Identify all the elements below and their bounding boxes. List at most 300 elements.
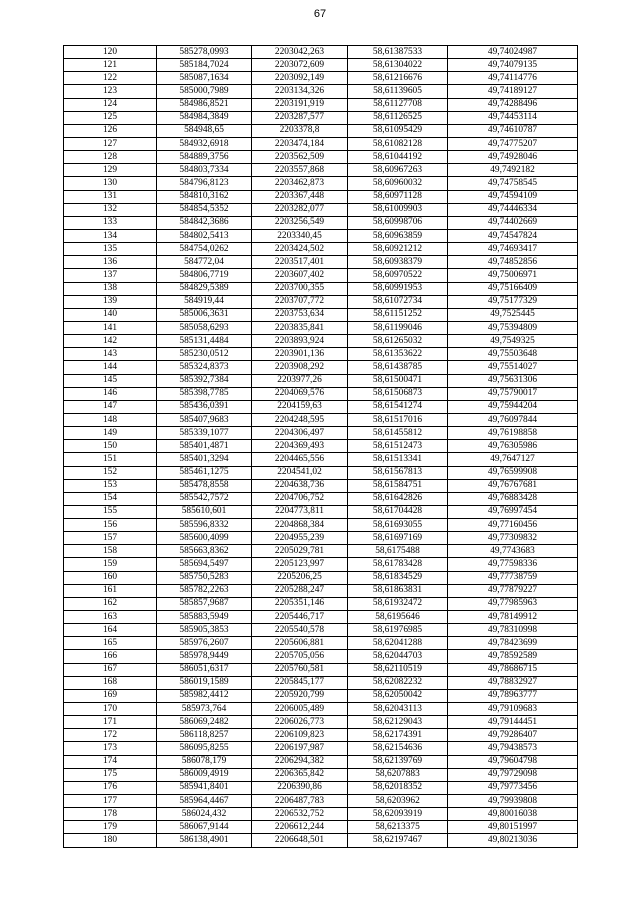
latitude-cell: 58,61139605 — [348, 85, 448, 98]
table-row — [64, 151, 578, 164]
x-coordinate-cell: 585976,2607 — [157, 637, 252, 650]
latitude-cell: 58,61127708 — [348, 98, 448, 111]
latitude-cell: 58,61044192 — [348, 151, 448, 164]
point-number-cell: 140 — [64, 308, 157, 321]
latitude-cell: 58,60998706 — [348, 216, 448, 229]
longitude-cell: 49,74928046 — [448, 151, 578, 164]
y-coordinate-cell: 2205705,056 — [252, 650, 348, 663]
longitude-cell: 49,80151997 — [448, 821, 578, 834]
latitude-cell: 58,62093919 — [348, 808, 448, 821]
y-coordinate-cell: 2206648,501 — [252, 834, 348, 847]
point-number-cell: 171 — [64, 716, 157, 729]
y-coordinate-cell: 2204465,556 — [252, 453, 348, 466]
point-number-cell: 142 — [64, 335, 157, 348]
y-coordinate-cell: 2203557,868 — [252, 164, 348, 177]
x-coordinate-cell: 585600,4099 — [157, 532, 252, 545]
y-coordinate-cell: 2205288,247 — [252, 584, 348, 597]
x-coordinate-cell: 584754,0262 — [157, 243, 252, 256]
table-row — [64, 571, 578, 584]
x-coordinate-cell: 584803,7334 — [157, 164, 252, 177]
y-coordinate-cell: 2205606,881 — [252, 637, 348, 650]
latitude-cell: 58,61095429 — [348, 124, 448, 137]
latitude-cell: 58,61834529 — [348, 571, 448, 584]
longitude-cell: 49,7492182 — [448, 164, 578, 177]
y-coordinate-cell: 2203072,609 — [252, 59, 348, 72]
x-coordinate-cell: 585663,8362 — [157, 545, 252, 558]
longitude-cell: 49,74594109 — [448, 190, 578, 203]
longitude-cell: 49,74446334 — [448, 203, 578, 216]
point-number-cell: 169 — [64, 689, 157, 702]
latitude-cell: 58,61199046 — [348, 321, 448, 334]
y-coordinate-cell: 2203462,873 — [252, 177, 348, 190]
latitude-cell: 58,6203962 — [348, 795, 448, 808]
latitude-cell: 58,61126525 — [348, 111, 448, 124]
y-coordinate-cell: 2206294,382 — [252, 755, 348, 768]
latitude-cell: 58,60991953 — [348, 282, 448, 295]
y-coordinate-cell: 2203517,401 — [252, 256, 348, 269]
longitude-cell: 49,75790017 — [448, 387, 578, 400]
page-number: 67 — [313, 8, 327, 20]
table-row — [64, 348, 578, 361]
x-coordinate-cell: 584806,7719 — [157, 269, 252, 282]
y-coordinate-cell: 2206026,773 — [252, 716, 348, 729]
x-coordinate-cell: 584932,6918 — [157, 137, 252, 150]
point-number-cell: 146 — [64, 387, 157, 400]
longitude-cell: 49,76883428 — [448, 492, 578, 505]
y-coordinate-cell: 2205029,781 — [252, 545, 348, 558]
longitude-cell: 49,79939808 — [448, 795, 578, 808]
table-row — [64, 624, 578, 637]
latitude-cell: 58,6207883 — [348, 768, 448, 781]
x-coordinate-cell: 585857,9687 — [157, 597, 252, 610]
longitude-cell: 49,76198858 — [448, 427, 578, 440]
latitude-cell: 58,61863831 — [348, 584, 448, 597]
latitude-cell: 58,61009903 — [348, 203, 448, 216]
point-number-cell: 126 — [64, 124, 157, 137]
point-number-cell: 136 — [64, 256, 157, 269]
latitude-cell: 58,61265032 — [348, 335, 448, 348]
latitude-cell: 58,6195646 — [348, 611, 448, 624]
y-coordinate-cell: 2204638,736 — [252, 479, 348, 492]
table-row — [64, 321, 578, 334]
x-coordinate-cell: 584796,8123 — [157, 177, 252, 190]
latitude-cell: 58,61506873 — [348, 387, 448, 400]
table-row — [64, 703, 578, 716]
point-number-cell: 141 — [64, 321, 157, 334]
longitude-cell: 49,80213036 — [448, 834, 578, 847]
latitude-cell: 58,61304022 — [348, 59, 448, 72]
longitude-cell: 49,74024987 — [448, 46, 578, 59]
x-coordinate-cell: 585000,7989 — [157, 85, 252, 98]
table-row — [64, 545, 578, 558]
point-number-cell: 122 — [64, 72, 157, 85]
x-coordinate-cell: 585478,8558 — [157, 479, 252, 492]
table-row — [64, 611, 578, 624]
y-coordinate-cell: 2203707,772 — [252, 295, 348, 308]
longitude-cell: 49,74402669 — [448, 216, 578, 229]
longitude-cell: 49,74189127 — [448, 85, 578, 98]
table-row — [64, 124, 578, 137]
longitude-cell: 49,75503648 — [448, 348, 578, 361]
point-number-cell: 120 — [64, 46, 157, 59]
table-row — [64, 216, 578, 229]
table-row — [64, 282, 578, 295]
y-coordinate-cell: 2204541,02 — [252, 466, 348, 479]
latitude-cell: 58,61513341 — [348, 453, 448, 466]
table-row — [64, 808, 578, 821]
longitude-cell: 49,74852856 — [448, 256, 578, 269]
point-number-cell: 176 — [64, 781, 157, 794]
longitude-cell: 49,75944204 — [448, 400, 578, 413]
table-row — [64, 164, 578, 177]
latitude-cell: 58,61512473 — [348, 440, 448, 453]
longitude-cell: 49,74079135 — [448, 59, 578, 72]
longitude-cell: 49,78963777 — [448, 689, 578, 702]
point-number-cell: 173 — [64, 742, 157, 755]
latitude-cell: 58,62154636 — [348, 742, 448, 755]
x-coordinate-cell: 585058,6293 — [157, 321, 252, 334]
y-coordinate-cell: 2204159,63 — [252, 400, 348, 413]
x-coordinate-cell: 584854,5352 — [157, 203, 252, 216]
x-coordinate-cell: 586019,1589 — [157, 676, 252, 689]
x-coordinate-cell: 584829,5389 — [157, 282, 252, 295]
point-number-cell: 124 — [64, 98, 157, 111]
coordinates-table-body — [64, 46, 578, 848]
table-row — [64, 637, 578, 650]
longitude-cell: 49,74453114 — [448, 111, 578, 124]
table-row — [64, 729, 578, 742]
longitude-cell: 49,76097844 — [448, 413, 578, 426]
y-coordinate-cell: 2203282,077 — [252, 203, 348, 216]
point-number-cell: 179 — [64, 821, 157, 834]
point-number-cell: 137 — [64, 269, 157, 282]
longitude-cell: 49,74114776 — [448, 72, 578, 85]
longitude-cell: 49,78832927 — [448, 676, 578, 689]
y-coordinate-cell: 2205446,717 — [252, 611, 348, 624]
latitude-cell: 58,61151252 — [348, 308, 448, 321]
point-number-cell: 155 — [64, 505, 157, 518]
latitude-cell: 58,60970522 — [348, 269, 448, 282]
point-number-cell: 180 — [64, 834, 157, 847]
point-number-cell: 161 — [64, 584, 157, 597]
y-coordinate-cell: 2205845,177 — [252, 676, 348, 689]
point-number-cell: 160 — [64, 571, 157, 584]
table-row — [64, 663, 578, 676]
longitude-cell: 49,78310998 — [448, 624, 578, 637]
table-row — [64, 361, 578, 374]
longitude-cell: 49,74610787 — [448, 124, 578, 137]
point-number-cell: 144 — [64, 361, 157, 374]
point-number-cell: 168 — [64, 676, 157, 689]
latitude-cell: 58,61517016 — [348, 413, 448, 426]
coordinates-table — [63, 45, 578, 848]
y-coordinate-cell: 2204069,576 — [252, 387, 348, 400]
point-number-cell: 130 — [64, 177, 157, 190]
point-number-cell: 133 — [64, 216, 157, 229]
y-coordinate-cell: 2203607,402 — [252, 269, 348, 282]
y-coordinate-cell: 2206390,86 — [252, 781, 348, 794]
longitude-cell: 49,75006971 — [448, 269, 578, 282]
x-coordinate-cell: 585973,764 — [157, 703, 252, 716]
table-row — [64, 689, 578, 702]
y-coordinate-cell: 2204248,595 — [252, 413, 348, 426]
point-number-cell: 159 — [64, 558, 157, 571]
y-coordinate-cell: 2205206,25 — [252, 571, 348, 584]
latitude-cell: 58,62018352 — [348, 781, 448, 794]
x-coordinate-cell: 585782,2263 — [157, 584, 252, 597]
y-coordinate-cell: 2203835,841 — [252, 321, 348, 334]
x-coordinate-cell: 585978,9449 — [157, 650, 252, 663]
table-row — [64, 243, 578, 256]
table-row — [64, 400, 578, 413]
x-coordinate-cell: 585339,1077 — [157, 427, 252, 440]
x-coordinate-cell: 586051,6317 — [157, 663, 252, 676]
x-coordinate-cell: 585905,3853 — [157, 624, 252, 637]
latitude-cell: 58,60960032 — [348, 177, 448, 190]
table-row — [64, 295, 578, 308]
x-coordinate-cell: 584810,3162 — [157, 190, 252, 203]
latitude-cell: 58,61072734 — [348, 295, 448, 308]
y-coordinate-cell: 2206487,783 — [252, 795, 348, 808]
point-number-cell: 135 — [64, 243, 157, 256]
x-coordinate-cell: 585941,8401 — [157, 781, 252, 794]
point-number-cell: 166 — [64, 650, 157, 663]
y-coordinate-cell: 2203562,509 — [252, 151, 348, 164]
longitude-cell: 49,78592589 — [448, 650, 578, 663]
x-coordinate-cell: 586138,4901 — [157, 834, 252, 847]
latitude-cell: 58,62110519 — [348, 663, 448, 676]
latitude-cell: 58,61455812 — [348, 427, 448, 440]
table-row — [64, 440, 578, 453]
y-coordinate-cell: 2203893,924 — [252, 335, 348, 348]
latitude-cell: 58,61584751 — [348, 479, 448, 492]
point-number-cell: 174 — [64, 755, 157, 768]
longitude-cell: 49,7525445 — [448, 308, 578, 321]
x-coordinate-cell: 585401,4871 — [157, 440, 252, 453]
table-row — [64, 72, 578, 85]
x-coordinate-cell: 585324,8373 — [157, 361, 252, 374]
longitude-cell: 49,74693417 — [448, 243, 578, 256]
longitude-cell: 49,76997454 — [448, 505, 578, 518]
table-row — [64, 46, 578, 59]
table-row — [64, 768, 578, 781]
point-number-cell: 172 — [64, 729, 157, 742]
x-coordinate-cell: 585131,4484 — [157, 335, 252, 348]
table-row — [64, 308, 578, 321]
y-coordinate-cell: 2203287,577 — [252, 111, 348, 124]
y-coordinate-cell: 2205540,578 — [252, 624, 348, 637]
longitude-cell: 49,74758545 — [448, 177, 578, 190]
point-number-cell: 157 — [64, 532, 157, 545]
longitude-cell: 49,79604798 — [448, 755, 578, 768]
y-coordinate-cell: 2204369,493 — [252, 440, 348, 453]
table-row — [64, 269, 578, 282]
table-row — [64, 466, 578, 479]
longitude-cell: 49,75514027 — [448, 361, 578, 374]
table-row — [64, 755, 578, 768]
y-coordinate-cell: 2203474,184 — [252, 137, 348, 150]
x-coordinate-cell: 584802,5413 — [157, 229, 252, 242]
y-coordinate-cell: 2203901,136 — [252, 348, 348, 361]
latitude-cell: 58,61693055 — [348, 519, 448, 532]
x-coordinate-cell: 585964,4467 — [157, 795, 252, 808]
y-coordinate-cell: 2204306,497 — [252, 427, 348, 440]
longitude-cell: 49,75394809 — [448, 321, 578, 334]
x-coordinate-cell: 585436,0391 — [157, 400, 252, 413]
latitude-cell: 58,62129043 — [348, 716, 448, 729]
y-coordinate-cell: 2204868,384 — [252, 519, 348, 532]
x-coordinate-cell: 585542,7572 — [157, 492, 252, 505]
longitude-cell: 49,77309832 — [448, 532, 578, 545]
y-coordinate-cell: 2203191,919 — [252, 98, 348, 111]
point-number-cell: 143 — [64, 348, 157, 361]
x-coordinate-cell: 585883,5949 — [157, 611, 252, 624]
table-row — [64, 177, 578, 190]
table-row — [64, 387, 578, 400]
x-coordinate-cell: 585006,3631 — [157, 308, 252, 321]
latitude-cell: 58,61353622 — [348, 348, 448, 361]
table-row — [64, 795, 578, 808]
y-coordinate-cell: 2206109,823 — [252, 729, 348, 742]
x-coordinate-cell: 586024,432 — [157, 808, 252, 821]
latitude-cell: 58,61642826 — [348, 492, 448, 505]
table-row — [64, 650, 578, 663]
y-coordinate-cell: 2203977,26 — [252, 374, 348, 387]
latitude-cell: 58,62082232 — [348, 676, 448, 689]
x-coordinate-cell: 585398,7785 — [157, 387, 252, 400]
table-row — [64, 716, 578, 729]
x-coordinate-cell: 585230,0512 — [157, 348, 252, 361]
longitude-cell: 49,77738759 — [448, 571, 578, 584]
longitude-cell: 49,79729098 — [448, 768, 578, 781]
latitude-cell: 58,62044703 — [348, 650, 448, 663]
longitude-cell: 49,77985963 — [448, 597, 578, 610]
table-row — [64, 190, 578, 203]
point-number-cell: 151 — [64, 453, 157, 466]
y-coordinate-cell: 2203340,45 — [252, 229, 348, 242]
latitude-cell: 58,62174391 — [348, 729, 448, 742]
y-coordinate-cell: 2206532,752 — [252, 808, 348, 821]
longitude-cell: 49,79773456 — [448, 781, 578, 794]
table-row — [64, 558, 578, 571]
latitude-cell: 58,60963859 — [348, 229, 448, 242]
latitude-cell: 58,60971128 — [348, 190, 448, 203]
longitude-cell: 49,78423699 — [448, 637, 578, 650]
point-number-cell: 129 — [64, 164, 157, 177]
longitude-cell: 49,76305986 — [448, 440, 578, 453]
x-coordinate-cell: 585694,5497 — [157, 558, 252, 571]
longitude-cell: 49,77879227 — [448, 584, 578, 597]
latitude-cell: 58,61541274 — [348, 400, 448, 413]
x-coordinate-cell: 586069,2482 — [157, 716, 252, 729]
longitude-cell: 49,75177329 — [448, 295, 578, 308]
x-coordinate-cell: 585750,5283 — [157, 571, 252, 584]
table-row — [64, 59, 578, 72]
point-number-cell: 170 — [64, 703, 157, 716]
table-row — [64, 453, 578, 466]
point-number-cell: 127 — [64, 137, 157, 150]
longitude-cell: 49,77160456 — [448, 519, 578, 532]
x-coordinate-cell: 584889,3756 — [157, 151, 252, 164]
y-coordinate-cell: 2203753,634 — [252, 308, 348, 321]
table-row — [64, 427, 578, 440]
x-coordinate-cell: 584772,04 — [157, 256, 252, 269]
latitude-cell: 58,61216676 — [348, 72, 448, 85]
latitude-cell: 58,62050042 — [348, 689, 448, 702]
point-number-cell: 175 — [64, 768, 157, 781]
table-row — [64, 821, 578, 834]
x-coordinate-cell: 585610,601 — [157, 505, 252, 518]
y-coordinate-cell: 2203424,502 — [252, 243, 348, 256]
table-row — [64, 229, 578, 242]
table-row — [64, 532, 578, 545]
table-row — [64, 98, 578, 111]
point-number-cell: 139 — [64, 295, 157, 308]
table-row — [64, 676, 578, 689]
point-number-cell: 147 — [64, 400, 157, 413]
x-coordinate-cell: 586095,8255 — [157, 742, 252, 755]
x-coordinate-cell: 585461,1275 — [157, 466, 252, 479]
longitude-cell: 49,7743683 — [448, 545, 578, 558]
y-coordinate-cell: 2203256,549 — [252, 216, 348, 229]
latitude-cell: 58,62139769 — [348, 755, 448, 768]
latitude-cell: 58,61932472 — [348, 597, 448, 610]
y-coordinate-cell: 2203908,292 — [252, 361, 348, 374]
x-coordinate-cell: 584919,44 — [157, 295, 252, 308]
latitude-cell: 58,61567813 — [348, 466, 448, 479]
latitude-cell: 58,61704428 — [348, 505, 448, 518]
longitude-cell: 49,74288496 — [448, 98, 578, 111]
table-row — [64, 519, 578, 532]
longitude-cell: 49,79109683 — [448, 703, 578, 716]
point-number-cell: 149 — [64, 427, 157, 440]
point-number-cell: 153 — [64, 479, 157, 492]
table-row — [64, 203, 578, 216]
y-coordinate-cell: 2204773,811 — [252, 505, 348, 518]
x-coordinate-cell: 585392,7384 — [157, 374, 252, 387]
latitude-cell: 58,60938379 — [348, 256, 448, 269]
point-number-cell: 134 — [64, 229, 157, 242]
x-coordinate-cell: 584984,3849 — [157, 111, 252, 124]
longitude-cell: 49,7647127 — [448, 453, 578, 466]
y-coordinate-cell: 2206005,489 — [252, 703, 348, 716]
longitude-cell: 49,75631306 — [448, 374, 578, 387]
point-number-cell: 156 — [64, 519, 157, 532]
y-coordinate-cell: 2205920,799 — [252, 689, 348, 702]
x-coordinate-cell: 584986,8521 — [157, 98, 252, 111]
x-coordinate-cell: 586009,4919 — [157, 768, 252, 781]
longitude-cell: 49,75166409 — [448, 282, 578, 295]
x-coordinate-cell: 586118,8257 — [157, 729, 252, 742]
longitude-cell: 49,79286407 — [448, 729, 578, 742]
latitude-cell: 58,61783428 — [348, 558, 448, 571]
longitude-cell: 49,80016038 — [448, 808, 578, 821]
point-number-cell: 165 — [64, 637, 157, 650]
x-coordinate-cell: 585596,8332 — [157, 519, 252, 532]
y-coordinate-cell: 2204706,752 — [252, 492, 348, 505]
longitude-cell: 49,74775207 — [448, 137, 578, 150]
longitude-cell: 49,78149912 — [448, 611, 578, 624]
point-number-cell: 128 — [64, 151, 157, 164]
x-coordinate-cell: 585087,1634 — [157, 72, 252, 85]
table-row — [64, 413, 578, 426]
latitude-cell: 58,61387533 — [348, 46, 448, 59]
point-number-cell: 178 — [64, 808, 157, 821]
y-coordinate-cell: 2205760,581 — [252, 663, 348, 676]
table-row — [64, 597, 578, 610]
latitude-cell: 58,62043113 — [348, 703, 448, 716]
point-number-cell: 145 — [64, 374, 157, 387]
